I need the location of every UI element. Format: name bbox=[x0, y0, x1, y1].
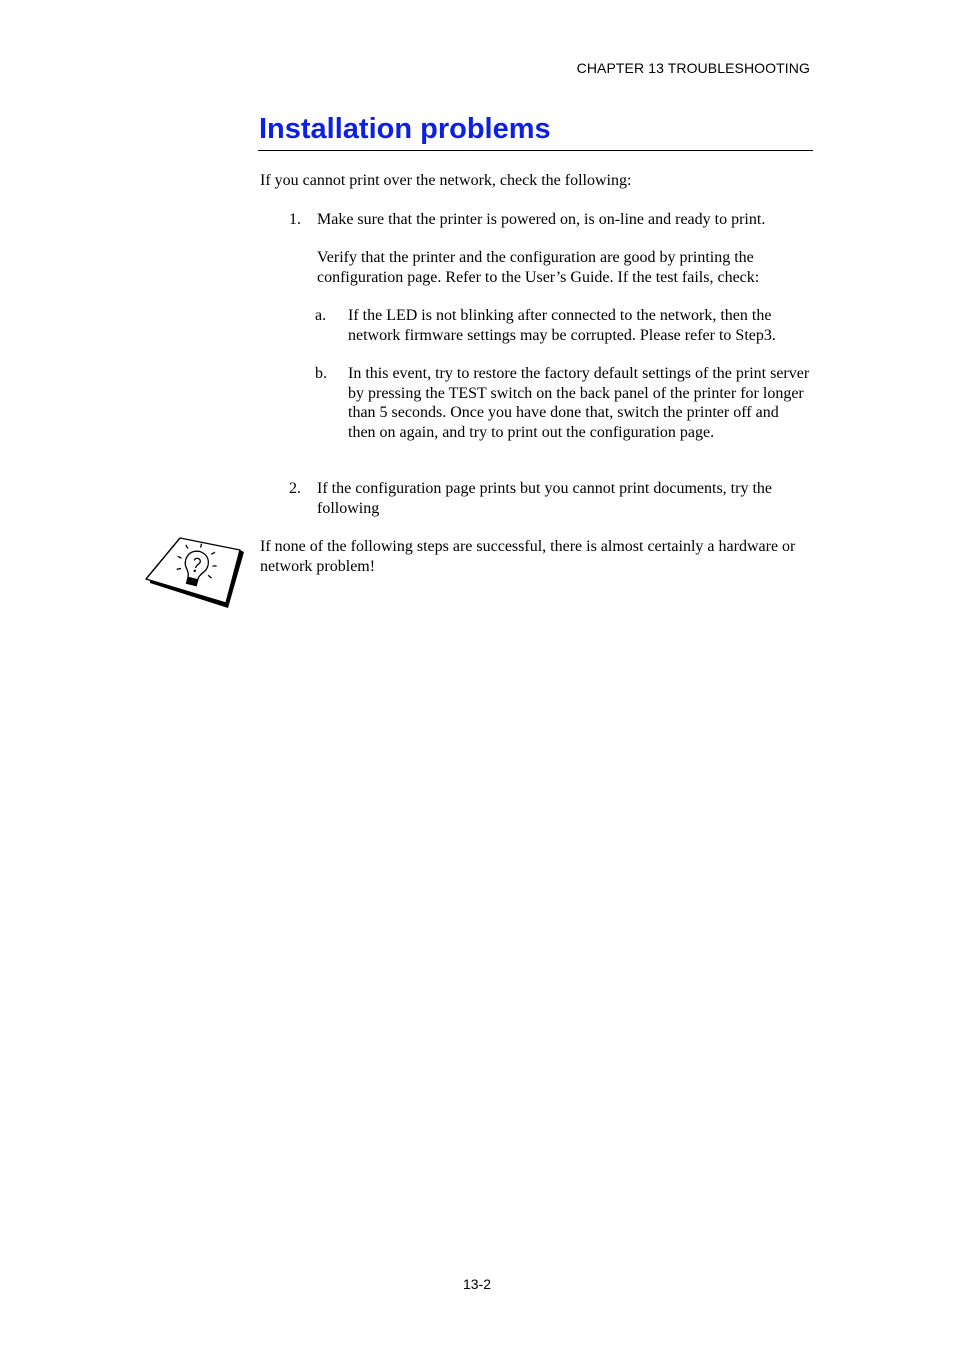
substep-letter: b. bbox=[315, 365, 327, 382]
running-header: CHAPTER 13 TROUBLESHOOTING bbox=[576, 60, 810, 76]
tip-text: If none of the following steps are successful, there is almost certainly a hardware or network problem! bbox=[260, 538, 796, 575]
step-number: 2. bbox=[289, 480, 301, 497]
step-text: If the configuration page prints but you cannot print documents, try the following bbox=[317, 480, 772, 517]
step-1-note: Verify that the printer and the configuration are good by printing the configuration page. Refer to the User’s Guide. If the test fails, check: bbox=[317, 249, 760, 286]
intro-paragraph: If you cannot print over the network, check the following: bbox=[260, 172, 632, 189]
section-title: Installation problems bbox=[259, 113, 551, 145]
page-number: 13-2 bbox=[462, 1276, 492, 1292]
step-number: 1. bbox=[289, 211, 301, 228]
substep-text: In this event, try to restore the factory default settings of the print server by pressing the TEST switch on the back panel of the printer for longer than 5 seconds. Once you have done that, switch the printer off and then on again, and try to print out the configuration page. bbox=[348, 365, 810, 441]
substep-letter: a. bbox=[315, 307, 327, 324]
lightbulb-note-icon bbox=[142, 536, 246, 610]
title-underline bbox=[258, 150, 813, 151]
step-text: Make sure that the printer is powered on, is on-line and ready to print. bbox=[317, 211, 766, 228]
substep-text: If the LED is not blinking after connected to the network, then the network firmware settings may be corrupted. Please refer to Step3. bbox=[348, 307, 776, 344]
